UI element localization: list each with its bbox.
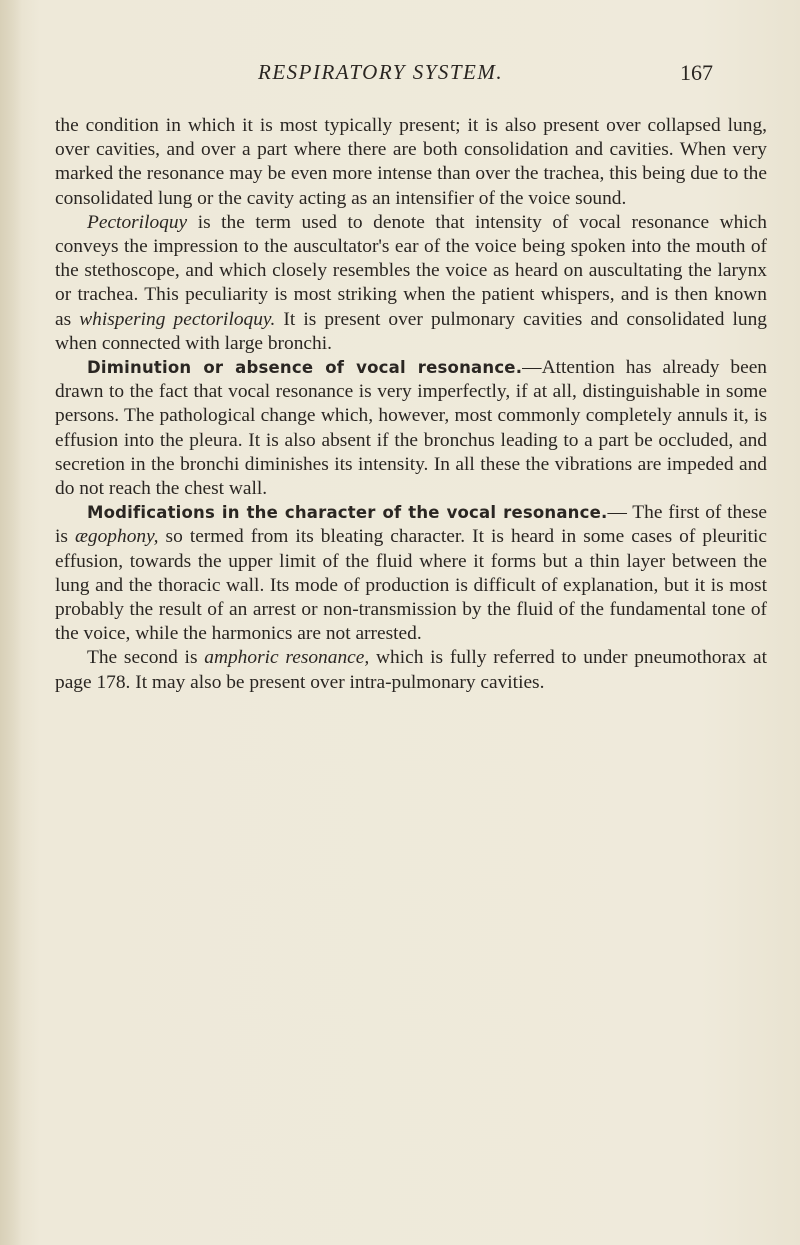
- paragraph-diminution: [55, 356, 767, 501]
- paragraph-text: which is fully referred to under pneumothorax at page 178. It may also be present over intra-pulmonary cavities.: [55, 647, 768, 693]
- term-pectoriloquy: Pectoriloquy: [87, 211, 188, 233]
- paragraph-text: the condition in which it is most typically present; it is also present over collapsed lung, over cavities, and over a part where there are both consolidation and cavities. When very marked the resonance may be even more intense than over the trachea, this being due to the consolidated lung or the cavity acting as an intensifier of the voice sound.: [55, 115, 767, 209]
- page-number: 167: [680, 60, 713, 85]
- term-amphoric-resonance: amphoric resonance,: [204, 647, 370, 669]
- paragraph-pectoriloquy: [55, 211, 767, 356]
- term-aegophony: ægophony,: [74, 526, 159, 548]
- page-header: [0, 60, 800, 90]
- term-whispering-pectoriloquy: whispering pectoriloquy.: [79, 308, 276, 330]
- paragraph-text: It is present over pulmonary cavities and consolidated lung when connected with large bronchi.: [55, 308, 767, 354]
- paragraph-text: is the term used to denote that intensity of vocal resonance which conveys the impression to the auscultator's ear of the voice being spoken into the mouth of the stethoscope, and which closely resembles the voice as heard on auscultating the larynx or trachea. This peculiarity is most striking when the patient whispers, and is then known as: [55, 211, 767, 330]
- paragraph-text: so termed from its bleating character. It is heard in some cases of pleuritic effusion, towards the upper limit of the fluid where it forms but a thin layer between the lung and the thoracic wall. Its mode of production is difficult of explanation, but it is most probably the result of an arrest or non-transmission by the fluid of the fundamental tone of the voice, while the harmonics are not arrested.: [55, 526, 767, 645]
- paragraph-text: —Attention has already been drawn to the fact that vocal resonance is very imperfectly, if at all, distinguishable in some persons. The pathological change which, however, most commonly completely annuls it, is effusion into the pleura. It is also absent if the bronchus leading to a part be occluded, and secretion in the bronchi diminishes its intensity. In all these the vibrations are impeded and do not reach the chest wall.: [55, 357, 768, 500]
- paragraph-modifications: [55, 501, 767, 646]
- paragraph-text: — The first of these is: [55, 502, 768, 548]
- page-gutter-shadow: [0, 0, 22, 1245]
- paragraph-continuation: [55, 114, 767, 211]
- body-text: [55, 114, 767, 695]
- running-head: RESPIRATORY SYSTEM.: [258, 60, 504, 84]
- section-heading-diminution: Diminution or absence of vocal resonance.: [87, 358, 523, 378]
- paragraph-amphoric: [55, 646, 767, 694]
- paragraph-text: The second is: [87, 647, 205, 669]
- section-heading-modifications: Modifications in the character of the vocal resonance.: [87, 503, 608, 523]
